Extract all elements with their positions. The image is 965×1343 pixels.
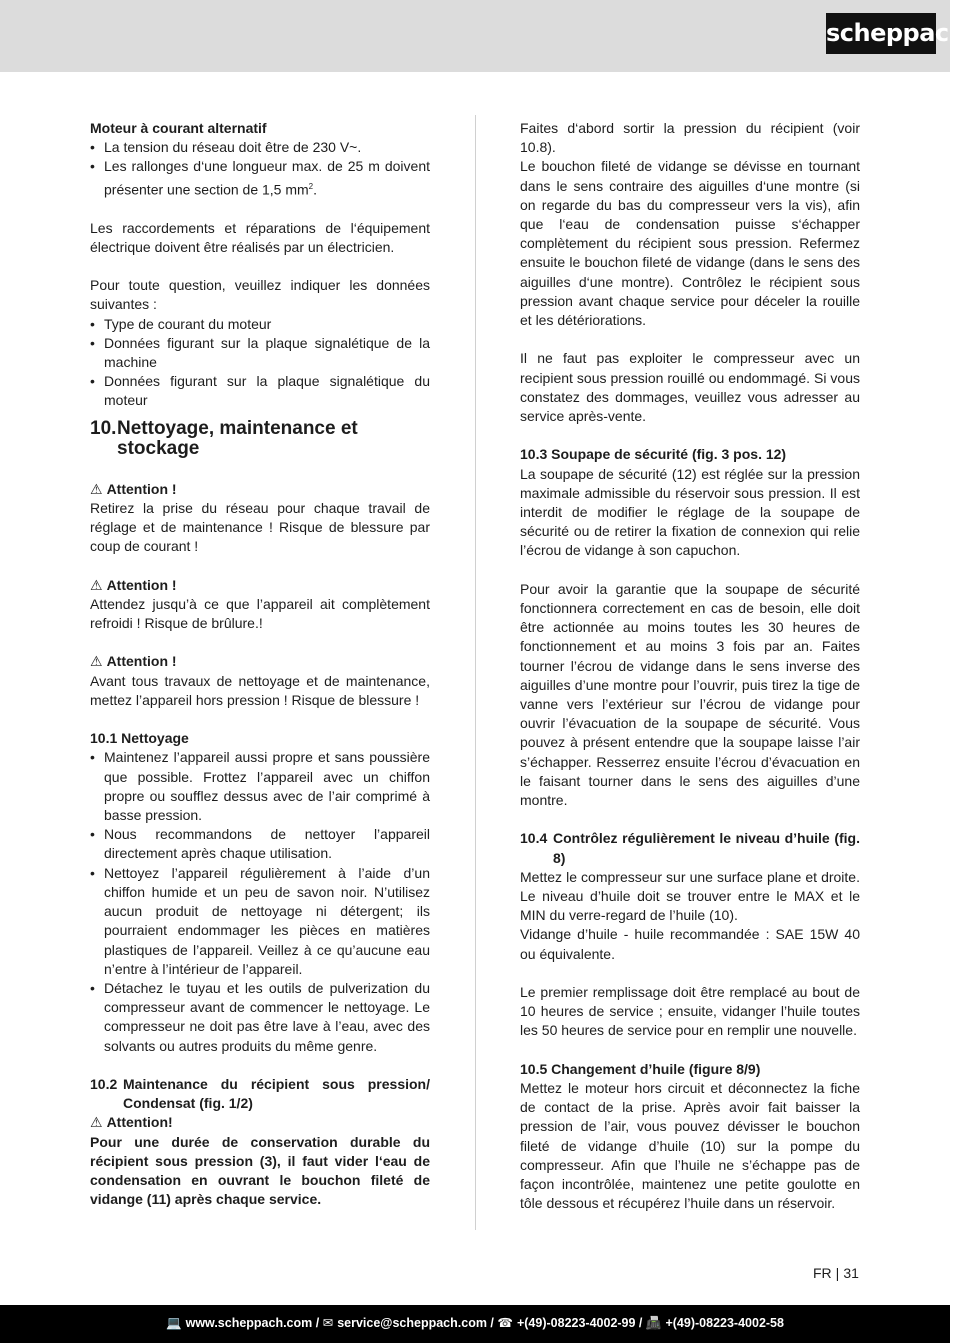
paragraph: Attendez jusqu’à ce que l’appareil ait complètement refroidi ! Risque de brûlure.! bbox=[90, 595, 430, 632]
warning-icon: ⚠ bbox=[90, 653, 103, 670]
paragraph: Pour avoir la garantie que la soupape de sécurité fonctionnera correctement en cas de besoin, elle doit être actionnée au moins toutes les 30 heures de fonctionnement et au moins 3 fois par an. Faites tourner l’écrou de vidange dans le sens inverse des aiguilles d’une montre pour l’ouvrir, puis tirez la tige de vanne vers l’extérieur sur l’écrou de vidange pour ouvrir l’évacuation de la soupape de sécurité. Vous pouvez à présent entendre que la soupape laisse l’air s’échapper. Resserrez ensuite l’écrou d’évacuation en le faisant tourner dans le sens des aiguilles d’une montre. bbox=[520, 580, 860, 809]
list-item: • Données figurant sur la plaque signalétique du moteur bbox=[90, 372, 430, 410]
right-column bbox=[520, 119, 860, 1213]
page-number-value: 31 bbox=[843, 1265, 859, 1281]
paragraph: Faites d‘abord sortir la pression du récipient (voir 10.8). bbox=[520, 120, 860, 156]
list-item: • La tension du réseau doit être de 230 V~. bbox=[90, 138, 430, 157]
subsection-number: 10.2 bbox=[90, 1075, 118, 1092]
separator: | bbox=[835, 1265, 840, 1281]
warning-icon: ⚠ bbox=[90, 1114, 103, 1131]
paragraph: Retirez la prise du réseau pour chaque travail de réglage et de maintenance ! Risque de blessure par coup de courant ! bbox=[90, 499, 430, 555]
phone-icon: ☎ bbox=[497, 1316, 513, 1330]
language-code: FR bbox=[813, 1265, 832, 1281]
paragraph: Le premier remplissage doit être remplacé au bout de 10 heures de service ; ensuite, vidanger l’huile toutes les 50 heures de service pour en remplir une nouvelle. bbox=[520, 984, 860, 1039]
warning-icon: ⚠ bbox=[90, 480, 103, 497]
subsection-title: Maintenance du récipient sous pression/ Condensat (fig. 1/2) bbox=[123, 1075, 430, 1112]
warning-label: Attention ! bbox=[106, 480, 177, 497]
column-divider bbox=[475, 115, 476, 1230]
warning-label: Attention ! bbox=[106, 576, 177, 593]
warning-heading bbox=[90, 480, 430, 499]
paragraph: Pour toute question, veuillez indiquer les données suivantes : bbox=[90, 277, 430, 313]
computer-icon: 💻 bbox=[166, 1316, 182, 1330]
paragraph: Vidange d’huile - huile recommandée : SAE 15W 40 ou équivalente. bbox=[520, 926, 860, 962]
footer-email: service@scheppach.com / bbox=[337, 1316, 494, 1330]
warning-heading bbox=[90, 652, 430, 671]
page-number bbox=[813, 1265, 859, 1281]
warning-icon: ⚠ bbox=[90, 576, 103, 593]
subsection-title: Contrôlez régulièrement le niveau d’huile (fig. 8) bbox=[553, 830, 860, 866]
fax-icon: 📠 bbox=[645, 1316, 662, 1330]
list-item: • Nous recommandons de nettoyer l’appareil directement après chaque utilisation. bbox=[90, 825, 430, 863]
paragraph: La soupape de sécurité (12) est réglée sur la pression maximale admissible du réservoir sous pression. Il est interdit de modifier le réglage de la soupape de sécurité ou de retirer la fixation de connexion qui relie l’écrou de vidange à son capuchon. bbox=[520, 465, 860, 559]
footer-phone: +(49)-08223-4002-99 / bbox=[516, 1316, 643, 1330]
list-item: • Maintenez l’appareil aussi propre et sans poussière que possible. Frottez l’appareil avec un chiffon propre ou soufflez dessus avec de l’air comprimé à basse pression. bbox=[90, 748, 430, 825]
left-column bbox=[90, 119, 430, 1209]
paragraph: Les raccordements et réparations de l‘équipement électrique doivent être réalisés par un électricien. bbox=[90, 219, 430, 255]
subsection-title: 10.3 Soupape de sécurité (fig. 3 pos. 12) bbox=[520, 446, 787, 463]
page-header bbox=[0, 0, 965, 72]
paragraph: Pour une durée de conservation durable du récipient sous pression (3), il faut vider l‘eau de condensation en ouvrant le bouchon fileté de vidange (11) après chaque service. bbox=[90, 1133, 430, 1208]
question-list bbox=[90, 315, 430, 411]
cleaning-list bbox=[90, 748, 430, 1055]
list-item: • Les rallonges d‘une longueur max. de 25 m doivent présenter une section de 1,5 $mm^2$. bbox=[90, 157, 430, 199]
subsection-title: 10.1 Nettoyage bbox=[90, 730, 189, 747]
warning-label: Attention! bbox=[106, 1114, 173, 1131]
page-footer bbox=[0, 1305, 950, 1343]
section-heading bbox=[90, 419, 430, 459]
paragraph: Avant tous travaux de nettoyage et de maintenance, mettez l’appareil hors pression ! Risque de blessure ! bbox=[90, 672, 430, 708]
motor-list bbox=[90, 138, 430, 199]
superscript: 2 bbox=[308, 181, 314, 191]
motor-title: Moteur à courant alternatif bbox=[90, 120, 267, 136]
brand-logo: scheppach bbox=[826, 13, 936, 54]
warning-label: Attention ! bbox=[106, 653, 177, 670]
list-item: • Données figurant sur la plaque signalétique de la machine bbox=[90, 334, 430, 372]
paragraph: Mettez le moteur hors circuit et déconnectez la fiche de contact de la prise. Après avoir fait baisser la pression de l’air, vous pouvez dévisser le bouchon fileté de vidange d’huile (10) sur la pompe du compresseur. Afin que l’huile ne s’échappe pas de façon incontrôlée, maintenez une petite goulotte en tôle dessous et récupérez l’huile dans un réservoir. bbox=[520, 1080, 860, 1212]
list-item: • Nettoyez l’appareil régulièrement à l’aide d’un chiffon humide et un peu de savon noir. N’utilisez aucun produit de nettoyage ni détergent; ils pourraient endommager les pièces en matières plastiques de l’appareil. Veillez à ce qu’aucune eau n’entre à l’intérieur de l’appareil. bbox=[90, 864, 430, 979]
paragraph: Il ne faut pas exploiter le compresseur avec un recipient sous pression rouillé ou endommagé. Si vous constatez des dommages, veuillez vous adresser au service après-vente. bbox=[520, 350, 860, 425]
email-icon: ✉ bbox=[322, 1316, 334, 1330]
subsection-heading bbox=[520, 829, 860, 867]
list-item: • Détachez le tuyau et les outils de pulverization du compresseur avant de commencer le nettoyage. Le compresseur ne doit pas être lave à l’eau, avec des solvants ou autres produits du même genre. bbox=[90, 979, 430, 1056]
subsection-title: 10.5 Changement d’huile (figure 8/9) bbox=[520, 1060, 761, 1077]
list-item: • Type de courant du moteur bbox=[90, 315, 430, 334]
footer-website: www.scheppach.com / bbox=[185, 1316, 320, 1330]
paragraph: Le bouchon fileté de vidange se dévisse en tournant dans le sens contraire des aiguilles d‘une montre (si on regarde du bas du compresseur vers la vis), afin que l‘eau de condensation puisse s‘échapper complètement du récipient sous pression. Refermez ensuite le bouchon fileté de vidange (dans le sens des aiguilles d‘une montre). Contrôlez le récipient sous pression avant chaque service pour déceler la rouille et les détériorations. bbox=[520, 158, 860, 329]
warning-heading bbox=[90, 1113, 430, 1132]
warning-heading bbox=[90, 576, 430, 595]
subsection-number: 10.4 bbox=[520, 830, 548, 847]
section-title: Nettoyage, maintenance et stockage bbox=[117, 417, 358, 459]
subsection-heading bbox=[90, 1075, 430, 1113]
section-number: 10. bbox=[90, 417, 117, 439]
list-item-text: Les rallonges d‘une longueur max. de 25 m doivent présenter une section de 1,5 mm bbox=[104, 158, 430, 198]
footer-fax: +(49)-08223-4002-58 bbox=[665, 1316, 784, 1330]
paragraph: Mettez le compresseur sur une surface plane et droite. Le niveau d’huile doit se trouver entre le MAX et le MIN du verre-regard de l’huile (10). bbox=[520, 868, 860, 924]
